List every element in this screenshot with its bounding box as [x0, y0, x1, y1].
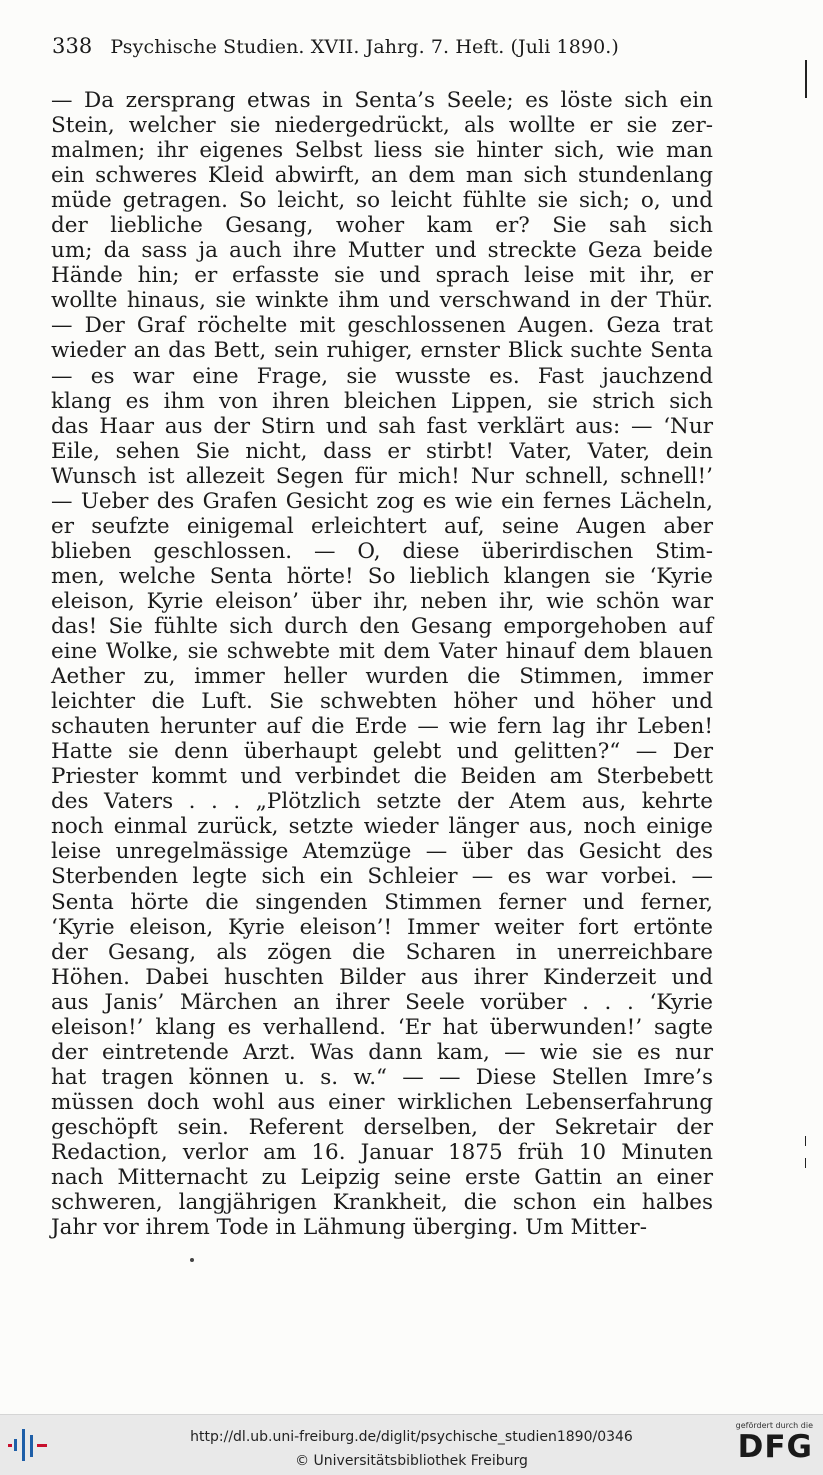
text-line: wollte hinaus, sie winkte ihm und verschwand in der Thür. [51, 288, 713, 314]
copyright-notice: © Universitätsbibliothek Freiburg [295, 1453, 528, 1469]
text-line: Senta hörte die singenden Stimmen ferner und ferner, [51, 889, 713, 915]
text-line: Hatte sie denn überhaupt gelebt und gelitten?“ — Der [51, 739, 713, 765]
dfg-logo-icon [729, 1421, 813, 1471]
text-line: — Ueber des Grafen Gesicht zog es wie ein fernes Lächeln, [51, 488, 713, 514]
text-line: eleison!’ klang es verhallend. ‘Er hat überwunden!’ sagte [51, 1014, 713, 1040]
text-line: Priester kommt und verbindet die Beiden am Sterbebett [51, 764, 713, 790]
text-line: blieben geschlossen. — O, diese überirdischen Stim- [51, 538, 713, 564]
text-line: noch einmal zurück, setzte wieder länger aus, noch einige [51, 814, 713, 840]
text-line: leise unregelmässige Atemzüge — über das Gesicht des [51, 839, 713, 865]
text-line: klang es ihm von ihren bleichen Lippen, sie strich sich [51, 388, 713, 414]
text-line: Stein, welcher sie niedergedrückt, als wollte er sie zer- [51, 113, 713, 139]
text-line: Sterbenden legte sich ein Schleier — es war vorbei. — [51, 864, 713, 890]
text-line: leichter die Luft. Sie schwebten höher und höher und [51, 689, 713, 715]
text-line: das! Sie fühlte sich durch den Gesang emporgehoben auf [51, 613, 713, 639]
text-line: geschöpft sein. Referent derselben, der Sekretair der [51, 1114, 713, 1140]
text-line: Eile, sehen Sie nicht, dass er stirbt! Vater, Vater, dein [51, 438, 713, 464]
text-line: der liebliche Gesang, woher kam er? Sie sah sich [51, 213, 713, 239]
text-line: um; da sass ja auch ihre Mutter und streckte Geza beide [51, 238, 713, 264]
scan-speck [190, 1258, 194, 1262]
text-line: schauten herunter auf die Erde — wie fern lag ihr Leben! [51, 714, 713, 740]
text-line: eleison, Kyrie eleison’ über ihr, neben ihr, wie schön war [51, 588, 713, 614]
text-line: wieder an das Bett, sein ruhiger, ernster Blick suchte Senta [51, 338, 713, 364]
viewer-footer [0, 1414, 823, 1475]
text-line: das Haar aus der Stirn und sah fast verklärt aus: — ‘Nur [51, 413, 713, 439]
text-line: Höhen. Dabei huschten Bilder aus ihrer Kinderzeit und [51, 964, 713, 990]
text-line: Hände hin; er erfasste sie und sprach leise mit ihr, er [51, 263, 713, 289]
running-title: Psychische Studien. XVII. Jahrg. 7. Heft. (Juli 1890.) [110, 36, 619, 58]
text-line: des Vaters . . . „Plötzlich setzte der Atem aus, kehrte [51, 789, 713, 815]
text-line: malmen; ihr eigenes Selbst liess sie hinter sich, wie man [51, 138, 713, 164]
text-line: aus Janis’ Märchen an ihrer Seele vorüber . . . ‘Kyrie [51, 989, 713, 1015]
text-line: ‘Kyrie eleison, Kyrie eleison’! Immer weiter fort ertönte [51, 914, 713, 940]
margin-mark [805, 1158, 806, 1168]
text-line: eine Wolke, sie schwebte mit dem Vater hinauf dem blauen [51, 639, 713, 665]
page-number: 338 [52, 34, 93, 58]
text-line: men, welche Senta hörte! So lieblich klangen sie ‘Kyrie [51, 563, 713, 589]
margin-mark [805, 1136, 806, 1146]
text-line: Wunsch ist allezeit Segen für mich! Nur schnell, schnell!’ [51, 463, 713, 489]
text-line: ein schweres Kleid abwirft, an dem man sich stundenlang [51, 163, 713, 189]
dfg-tagline: gefördert durch die [735, 1421, 813, 1430]
document-url[interactable]: http://dl.ub.uni-freiburg.de/diglit/psychische_studien1890/0346 [190, 1429, 633, 1445]
margin-mark [805, 60, 807, 98]
text-line: müssen doch wohl aus einer wirklichen Lebenserfahrung [51, 1089, 713, 1115]
text-line: — Da zersprang etwas in Senta’s Seele; es löste sich ein [51, 88, 713, 113]
text-line: der Gesang, als zögen die Scharen in unerreichbare [51, 939, 713, 965]
text-line: schweren, langjährigen Krankheit, die schon ein halbes [51, 1190, 713, 1216]
body-text [51, 88, 713, 1240]
text-line: Aether zu, immer heller wurden die Stimmen, immer [51, 664, 713, 690]
text-line: — Der Graf röchelte mit geschlossenen Augen. Geza trat [51, 313, 713, 339]
text-line: müde getragen. So leicht, so leicht fühlte sie sich; o, und [51, 188, 713, 214]
text-line: Jahr vor ihrem Tode in Lähmung überging. Um Mitter- [51, 1215, 647, 1241]
running-header [52, 34, 712, 58]
text-line: hat tragen können u. s. w.“ — — Diese Stellen Imre’s [51, 1064, 713, 1090]
text-line: — es war eine Frage, sie wusste es. Fast jauchzend [51, 363, 713, 389]
dfg-wordmark: DFG [737, 1429, 813, 1465]
text-line: Redaction, verlor am 16. Januar 1875 früh 10 Minuten [51, 1139, 713, 1165]
text-line: der eintretende Arzt. Was dann kam, — wie sie es nur [51, 1039, 713, 1065]
text-line: nach Mitternacht zu Leipzig seine erste Gattin an einer [51, 1165, 713, 1191]
text-line: er seufzte einigemal erleichtert auf, seine Augen aber [51, 513, 713, 539]
